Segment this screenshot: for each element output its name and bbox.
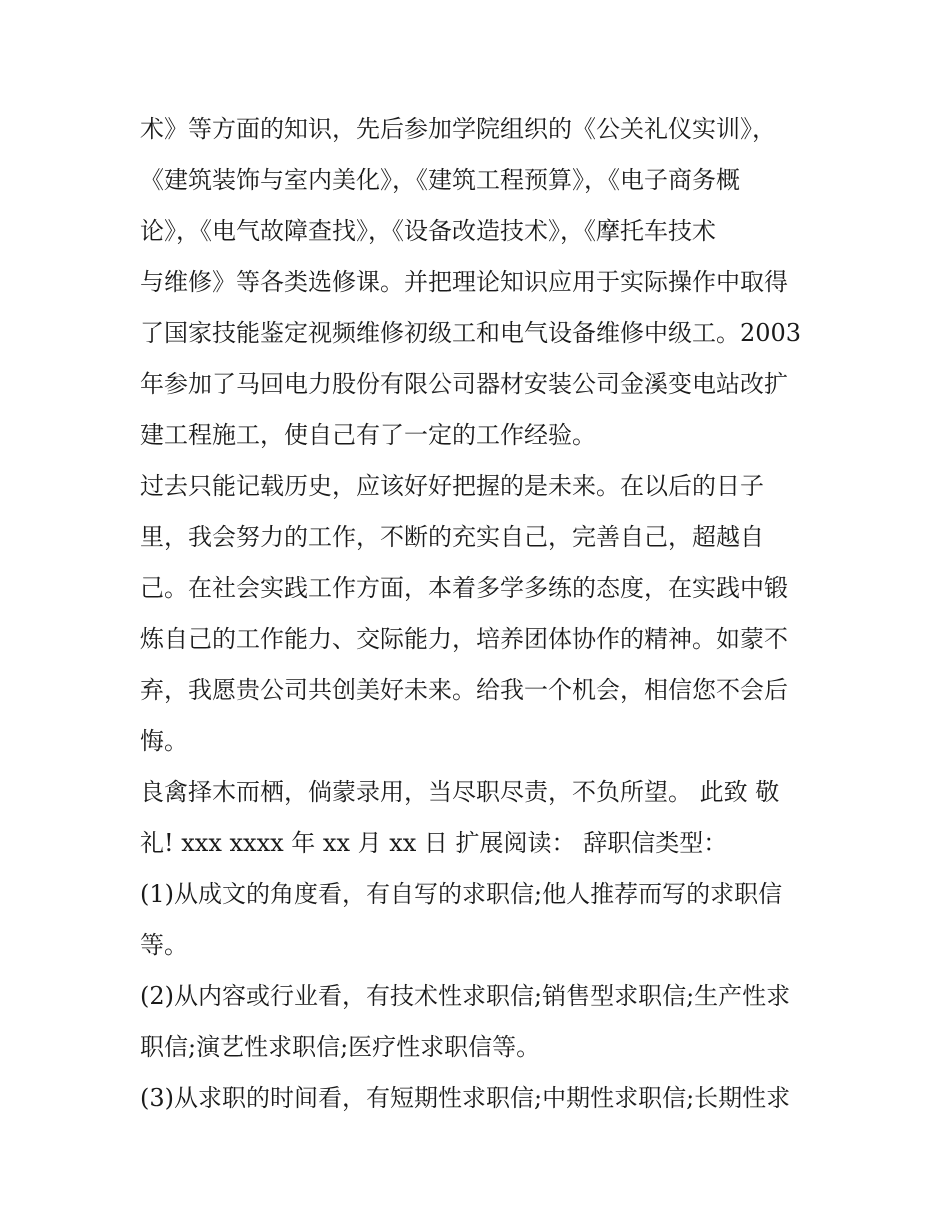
text-line: 良禽择木而栖，倘蒙录用，当尽职尽责，不负所望。 此致 敬 (140, 778, 780, 806)
text-line: 里，我会努力的工作，不断的充实自己，完善自己，超越自 (140, 523, 764, 551)
document-body (140, 104, 820, 1124)
text-line: 弃，我愿贵公司共创美好未来。给我一个机会，相信您不会后 (140, 676, 788, 704)
text-line: 职信;演艺性求职信;医疗性求职信等。 (140, 1033, 541, 1061)
text-line: 悔。 (140, 727, 188, 755)
text-line: 礼! xxx xxxx 年 xx 月 xx 日 扩展阅读： 辞职信类型： (140, 829, 728, 857)
text-line: (3)从求职的时间看，有短期性求职信;中期性求职信;长期性求 (140, 1084, 791, 1112)
text-line: 与维修》等各类选修课。并把理论知识应用于实际操作中取得 (140, 268, 788, 296)
text-line: (2)从内容或行业看，有技术性求职信;销售型求职信;生产性求 (140, 982, 791, 1010)
text-line: (1)从成文的角度看，有自写的求职信;他人推荐而写的求职信 (140, 880, 783, 908)
text-line: 建工程施工，使自己有了一定的工作经验。 (140, 421, 596, 449)
text-line: 《建筑装饰与室内美化》，《建筑工程预算》，《电子商务概 (140, 166, 740, 194)
text-line: 年参加了马回电力股份有限公司器材安装公司金溪变电站改扩 (140, 370, 788, 398)
text-line: 等。 (140, 931, 188, 959)
text-line: 术》等方面的知识，先后参加学院组织的《公关礼仪实训》， (140, 115, 776, 143)
text-line: 己。在社会实践工作方面，本着多学多练的态度，在实践中锻 (140, 574, 788, 602)
text-line: 论》，《电气故障查找》，《设备改造技术》，《摩托车技术 (140, 217, 716, 245)
text-line: 了国家技能鉴定视频维修初级工和电气设备维修中级工。2003 (140, 319, 802, 347)
text-line: 炼自己的工作能力、交际能力，培养团体协作的精神。如蒙不 (140, 625, 788, 653)
text-line: 过去只能记载历史，应该好好把握的是未来。在以后的日子 (140, 472, 764, 500)
